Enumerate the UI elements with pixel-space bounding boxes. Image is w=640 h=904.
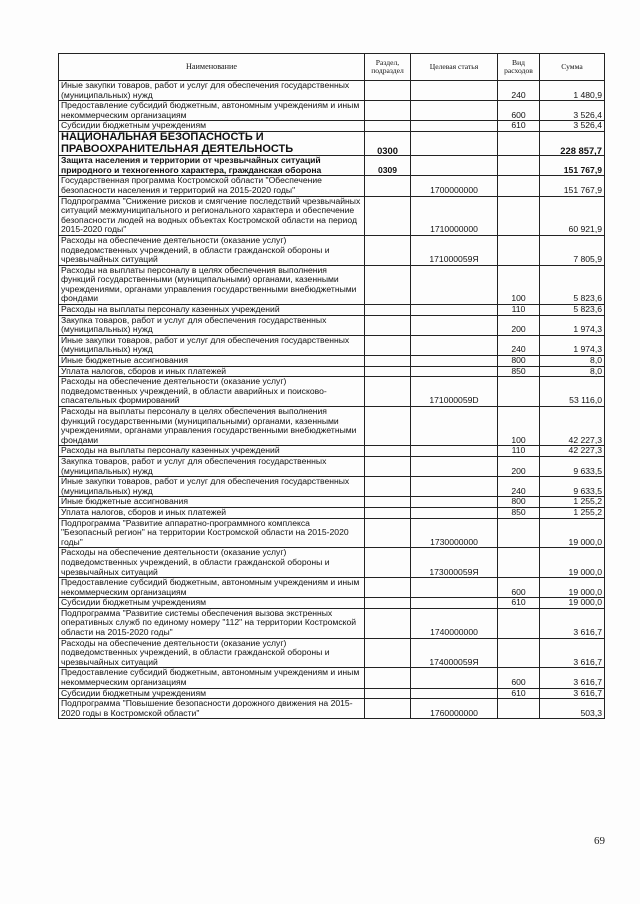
cell-razdel xyxy=(365,176,411,196)
header-sum: Сумма xyxy=(540,54,605,81)
budget-table xyxy=(58,53,605,719)
table-row xyxy=(59,356,605,367)
cell-target xyxy=(411,477,498,497)
cell-name: Расходы на выплаты персоналу в целях обеспечения выполнения функций государственными (муниципальными) органами, казенными учреждениями, органами управления государственными внебюджетными фондами xyxy=(59,265,365,304)
cell-target: 171000059D xyxy=(411,377,498,407)
table-row xyxy=(59,668,605,688)
cell-vid: 610 xyxy=(498,598,540,609)
table-row xyxy=(59,699,605,719)
cell-sum: 53 116,0 xyxy=(540,377,605,407)
cell-razdel: 0300 xyxy=(365,131,411,155)
cell-sum: 9 633,5 xyxy=(540,477,605,497)
cell-sum: 42 227,3 xyxy=(540,446,605,457)
table-row xyxy=(59,265,605,304)
cell-razdel xyxy=(365,578,411,598)
table-row xyxy=(59,407,605,446)
table-row xyxy=(59,548,605,578)
cell-vid xyxy=(498,699,540,719)
table-row xyxy=(59,335,605,355)
cell-target: 1700000000 xyxy=(411,176,498,196)
cell-razdel xyxy=(365,356,411,367)
cell-target xyxy=(411,356,498,367)
table-row xyxy=(59,156,605,176)
cell-razdel xyxy=(365,305,411,316)
cell-name: Расходы на обеспечение деятельности (оказание услуг) подведомственных учреждений, в области гражданской обороны и чрезвычайных ситуаций xyxy=(59,548,365,578)
cell-target xyxy=(411,578,498,598)
table-header-row xyxy=(59,54,605,81)
cell-sum: 1 255,2 xyxy=(540,497,605,508)
cell-vid: 100 xyxy=(498,407,540,446)
cell-razdel xyxy=(365,548,411,578)
table-row xyxy=(59,507,605,518)
cell-vid xyxy=(498,518,540,548)
cell-sum: 42 227,3 xyxy=(540,407,605,446)
cell-vid: 200 xyxy=(498,315,540,335)
cell-vid: 610 xyxy=(498,688,540,699)
cell-sum: 228 857,7 xyxy=(540,131,605,155)
cell-sum: 1 974,3 xyxy=(540,335,605,355)
cell-razdel xyxy=(365,196,411,235)
cell-razdel xyxy=(365,608,411,638)
cell-name: НАЦИОНАЛЬНАЯ БЕЗОПАСНОСТЬ И ПРАВООХРАНИТЕЛЬНАЯ ДЕЯТЕЛЬНОСТЬ xyxy=(59,131,365,155)
cell-vid: 800 xyxy=(498,356,540,367)
cell-target: 1710000000 xyxy=(411,196,498,235)
cell-target xyxy=(411,446,498,457)
cell-vid: 600 xyxy=(498,668,540,688)
cell-vid xyxy=(498,131,540,155)
cell-name: Иные закупки товаров, работ и услуг для обеспечения государственных (муниципальных) нужд xyxy=(59,477,365,497)
cell-razdel xyxy=(365,518,411,548)
cell-name: Расходы на выплаты персоналу казенных учреждений xyxy=(59,446,365,457)
cell-name: Закупка товаров, работ и услуг для обеспечения государственных (муниципальных) нужд xyxy=(59,315,365,335)
cell-name: Расходы на выплаты персоналу казенных учреждений xyxy=(59,305,365,316)
cell-name: Подпрограмма "Снижение рисков и смягчение последствий чрезвычайных ситуаций межмуниципального и регионального характера и обеспечение безопасности людей на водных объектах Костромской области на период 2015-2020 годы" xyxy=(59,196,365,235)
cell-sum: 3 616,7 xyxy=(540,608,605,638)
cell-razdel xyxy=(365,456,411,476)
cell-sum: 3 526,4 xyxy=(540,101,605,121)
cell-sum: 7 805,9 xyxy=(540,235,605,265)
cell-sum: 151 767,9 xyxy=(540,176,605,196)
header-razdel: Раздел, подраздел xyxy=(365,54,411,81)
cell-sum: 1 974,3 xyxy=(540,315,605,335)
cell-vid: 600 xyxy=(498,101,540,121)
cell-vid: 110 xyxy=(498,305,540,316)
cell-sum: 503,3 xyxy=(540,699,605,719)
cell-target xyxy=(411,265,498,304)
table-row xyxy=(59,366,605,377)
cell-vid xyxy=(498,235,540,265)
cell-sum: 3 616,7 xyxy=(540,668,605,688)
cell-target xyxy=(411,315,498,335)
cell-razdel xyxy=(365,377,411,407)
cell-name: Расходы на выплаты персоналу в целях обеспечения выполнения функций государственными (муниципальными) органами, казенными учреждениями, органами управления государственными внебюджетными фондами xyxy=(59,407,365,446)
cell-name: Иные закупки товаров, работ и услуг для обеспечения государственных (муниципальных) нужд xyxy=(59,81,365,101)
cell-razdel xyxy=(365,235,411,265)
cell-vid xyxy=(498,196,540,235)
cell-name: Государственная программа Костромской области "Обеспечение безопасности населения и территорий на 2015-2020 годы" xyxy=(59,176,365,196)
table-row xyxy=(59,608,605,638)
cell-name: Субсидии бюджетным учреждениям xyxy=(59,121,365,132)
table-row xyxy=(59,456,605,476)
cell-vid: 800 xyxy=(498,497,540,508)
cell-sum: 19 000,0 xyxy=(540,548,605,578)
header-vid: Вид расходов xyxy=(498,54,540,81)
cell-target xyxy=(411,456,498,476)
cell-razdel xyxy=(365,265,411,304)
table-row xyxy=(59,497,605,508)
cell-target xyxy=(411,668,498,688)
cell-target xyxy=(411,305,498,316)
table-row xyxy=(59,131,605,155)
cell-vid: 600 xyxy=(498,578,540,598)
cell-name: Расходы на обеспечение деятельности (оказание услуг) подведомственных учреждений, в области гражданской обороны и чрезвычайных ситуаций xyxy=(59,235,365,265)
cell-name: Закупка товаров, работ и услуг для обеспечения государственных (муниципальных) нужд xyxy=(59,456,365,476)
cell-vid: 240 xyxy=(498,81,540,101)
cell-vid xyxy=(498,176,540,196)
cell-name: Предоставление субсидий бюджетным, автономным учреждениям и иным некоммерческим организациям xyxy=(59,578,365,598)
cell-vid xyxy=(498,377,540,407)
table-row xyxy=(59,101,605,121)
cell-sum: 19 000,0 xyxy=(540,598,605,609)
table-row xyxy=(59,518,605,548)
table-row xyxy=(59,578,605,598)
cell-name: Субсидии бюджетным учреждениям xyxy=(59,688,365,699)
cell-razdel xyxy=(365,407,411,446)
cell-sum: 19 000,0 xyxy=(540,518,605,548)
cell-target xyxy=(411,366,498,377)
cell-name: Подпрограмма "Развитие системы обеспечения вызова экстренных оперативных служб по единому номеру "112" на территории Костромской области на 2015-2020 годы" xyxy=(59,608,365,638)
cell-sum: 19 000,0 xyxy=(540,578,605,598)
cell-name: Расходы на обеспечение деятельности (оказание услуг) подведомственных учреждений, в области гражданской обороны и чрезвычайных ситуаций xyxy=(59,638,365,668)
table-body xyxy=(59,81,605,719)
cell-target xyxy=(411,81,498,101)
cell-target xyxy=(411,688,498,699)
cell-name: Подпрограмма "Развитие аппаратно-программного комплекса "Безопасный регион" на территории Костромской области на 2015-2020 годы" xyxy=(59,518,365,548)
table-row xyxy=(59,196,605,235)
cell-name: Предоставление субсидий бюджетным, автономным учреждениям и иным некоммерческим организациям xyxy=(59,101,365,121)
cell-razdel xyxy=(365,507,411,518)
cell-target xyxy=(411,407,498,446)
cell-razdel xyxy=(365,598,411,609)
cell-target: 171000059Я xyxy=(411,235,498,265)
cell-name: Расходы на обеспечение деятельности (оказание услуг) подведомственных учреждений, в области аварийных и поисково-спасательных формирований xyxy=(59,377,365,407)
cell-sum: 5 823,6 xyxy=(540,305,605,316)
cell-target: 174000059Я xyxy=(411,638,498,668)
cell-razdel: 0309 xyxy=(365,156,411,176)
cell-name: Уплата налогов, сборов и иных платежей xyxy=(59,507,365,518)
cell-vid: 240 xyxy=(498,335,540,355)
cell-razdel xyxy=(365,335,411,355)
cell-vid xyxy=(498,548,540,578)
cell-razdel xyxy=(365,315,411,335)
cell-name: Субсидии бюджетным учреждениям xyxy=(59,598,365,609)
cell-vid xyxy=(498,638,540,668)
cell-razdel xyxy=(365,101,411,121)
cell-vid: 200 xyxy=(498,456,540,476)
table-row xyxy=(59,377,605,407)
cell-razdel xyxy=(365,446,411,457)
header-target: Целевая статья xyxy=(411,54,498,81)
cell-vid: 850 xyxy=(498,366,540,377)
cell-name: Иные бюджетные ассигнования xyxy=(59,497,365,508)
cell-target xyxy=(411,497,498,508)
cell-razdel xyxy=(365,668,411,688)
cell-sum: 3 526,4 xyxy=(540,121,605,132)
cell-target xyxy=(411,507,498,518)
cell-sum: 1 255,2 xyxy=(540,507,605,518)
cell-target: 1740000000 xyxy=(411,608,498,638)
cell-sum: 8,0 xyxy=(540,366,605,377)
table-row xyxy=(59,176,605,196)
cell-vid: 110 xyxy=(498,446,540,457)
cell-vid: 100 xyxy=(498,265,540,304)
cell-razdel xyxy=(365,81,411,101)
cell-razdel xyxy=(365,121,411,132)
cell-razdel xyxy=(365,477,411,497)
table-row xyxy=(59,688,605,699)
cell-name: Иные закупки товаров, работ и услуг для обеспечения государственных (муниципальных) нужд xyxy=(59,335,365,355)
cell-target xyxy=(411,131,498,155)
cell-target xyxy=(411,121,498,132)
table-row xyxy=(59,305,605,316)
cell-sum: 5 823,6 xyxy=(540,265,605,304)
table-row xyxy=(59,638,605,668)
cell-razdel xyxy=(365,688,411,699)
cell-target xyxy=(411,335,498,355)
cell-sum: 3 616,7 xyxy=(540,688,605,699)
table-row xyxy=(59,477,605,497)
cell-vid: 610 xyxy=(498,121,540,132)
cell-target: 1730000000 xyxy=(411,518,498,548)
cell-name: Защита населения и территории от чрезвычайных ситуаций природного и техногенного характера, гражданская оборона xyxy=(59,156,365,176)
cell-sum: 60 921,9 xyxy=(540,196,605,235)
cell-razdel xyxy=(365,497,411,508)
cell-sum: 3 616,7 xyxy=(540,638,605,668)
cell-razdel xyxy=(365,366,411,377)
table-row xyxy=(59,315,605,335)
header-name: Наименование xyxy=(59,54,365,81)
cell-target xyxy=(411,101,498,121)
table-row xyxy=(59,81,605,101)
table-row xyxy=(59,446,605,457)
cell-target: 173000059Я xyxy=(411,548,498,578)
table-row xyxy=(59,121,605,132)
cell-target xyxy=(411,156,498,176)
cell-razdel xyxy=(365,638,411,668)
table-row xyxy=(59,598,605,609)
cell-target xyxy=(411,598,498,609)
cell-sum: 8,0 xyxy=(540,356,605,367)
cell-vid xyxy=(498,608,540,638)
page-number: 69 xyxy=(594,835,605,847)
table-row xyxy=(59,235,605,265)
cell-sum: 9 633,5 xyxy=(540,456,605,476)
cell-name: Иные бюджетные ассигнования xyxy=(59,356,365,367)
cell-name: Подпрограмма "Повышение безопасности дорожного движения на 2015-2020 годы в Костромской области" xyxy=(59,699,365,719)
cell-target: 1760000000 xyxy=(411,699,498,719)
cell-name: Предоставление субсидий бюджетным, автономным учреждениям и иным некоммерческим организациям xyxy=(59,668,365,688)
cell-vid: 850 xyxy=(498,507,540,518)
cell-vid: 240 xyxy=(498,477,540,497)
cell-name: Уплата налогов, сборов и иных платежей xyxy=(59,366,365,377)
cell-sum: 1 480,9 xyxy=(540,81,605,101)
cell-razdel xyxy=(365,699,411,719)
cell-vid xyxy=(498,156,540,176)
cell-sum: 151 767,9 xyxy=(540,156,605,176)
